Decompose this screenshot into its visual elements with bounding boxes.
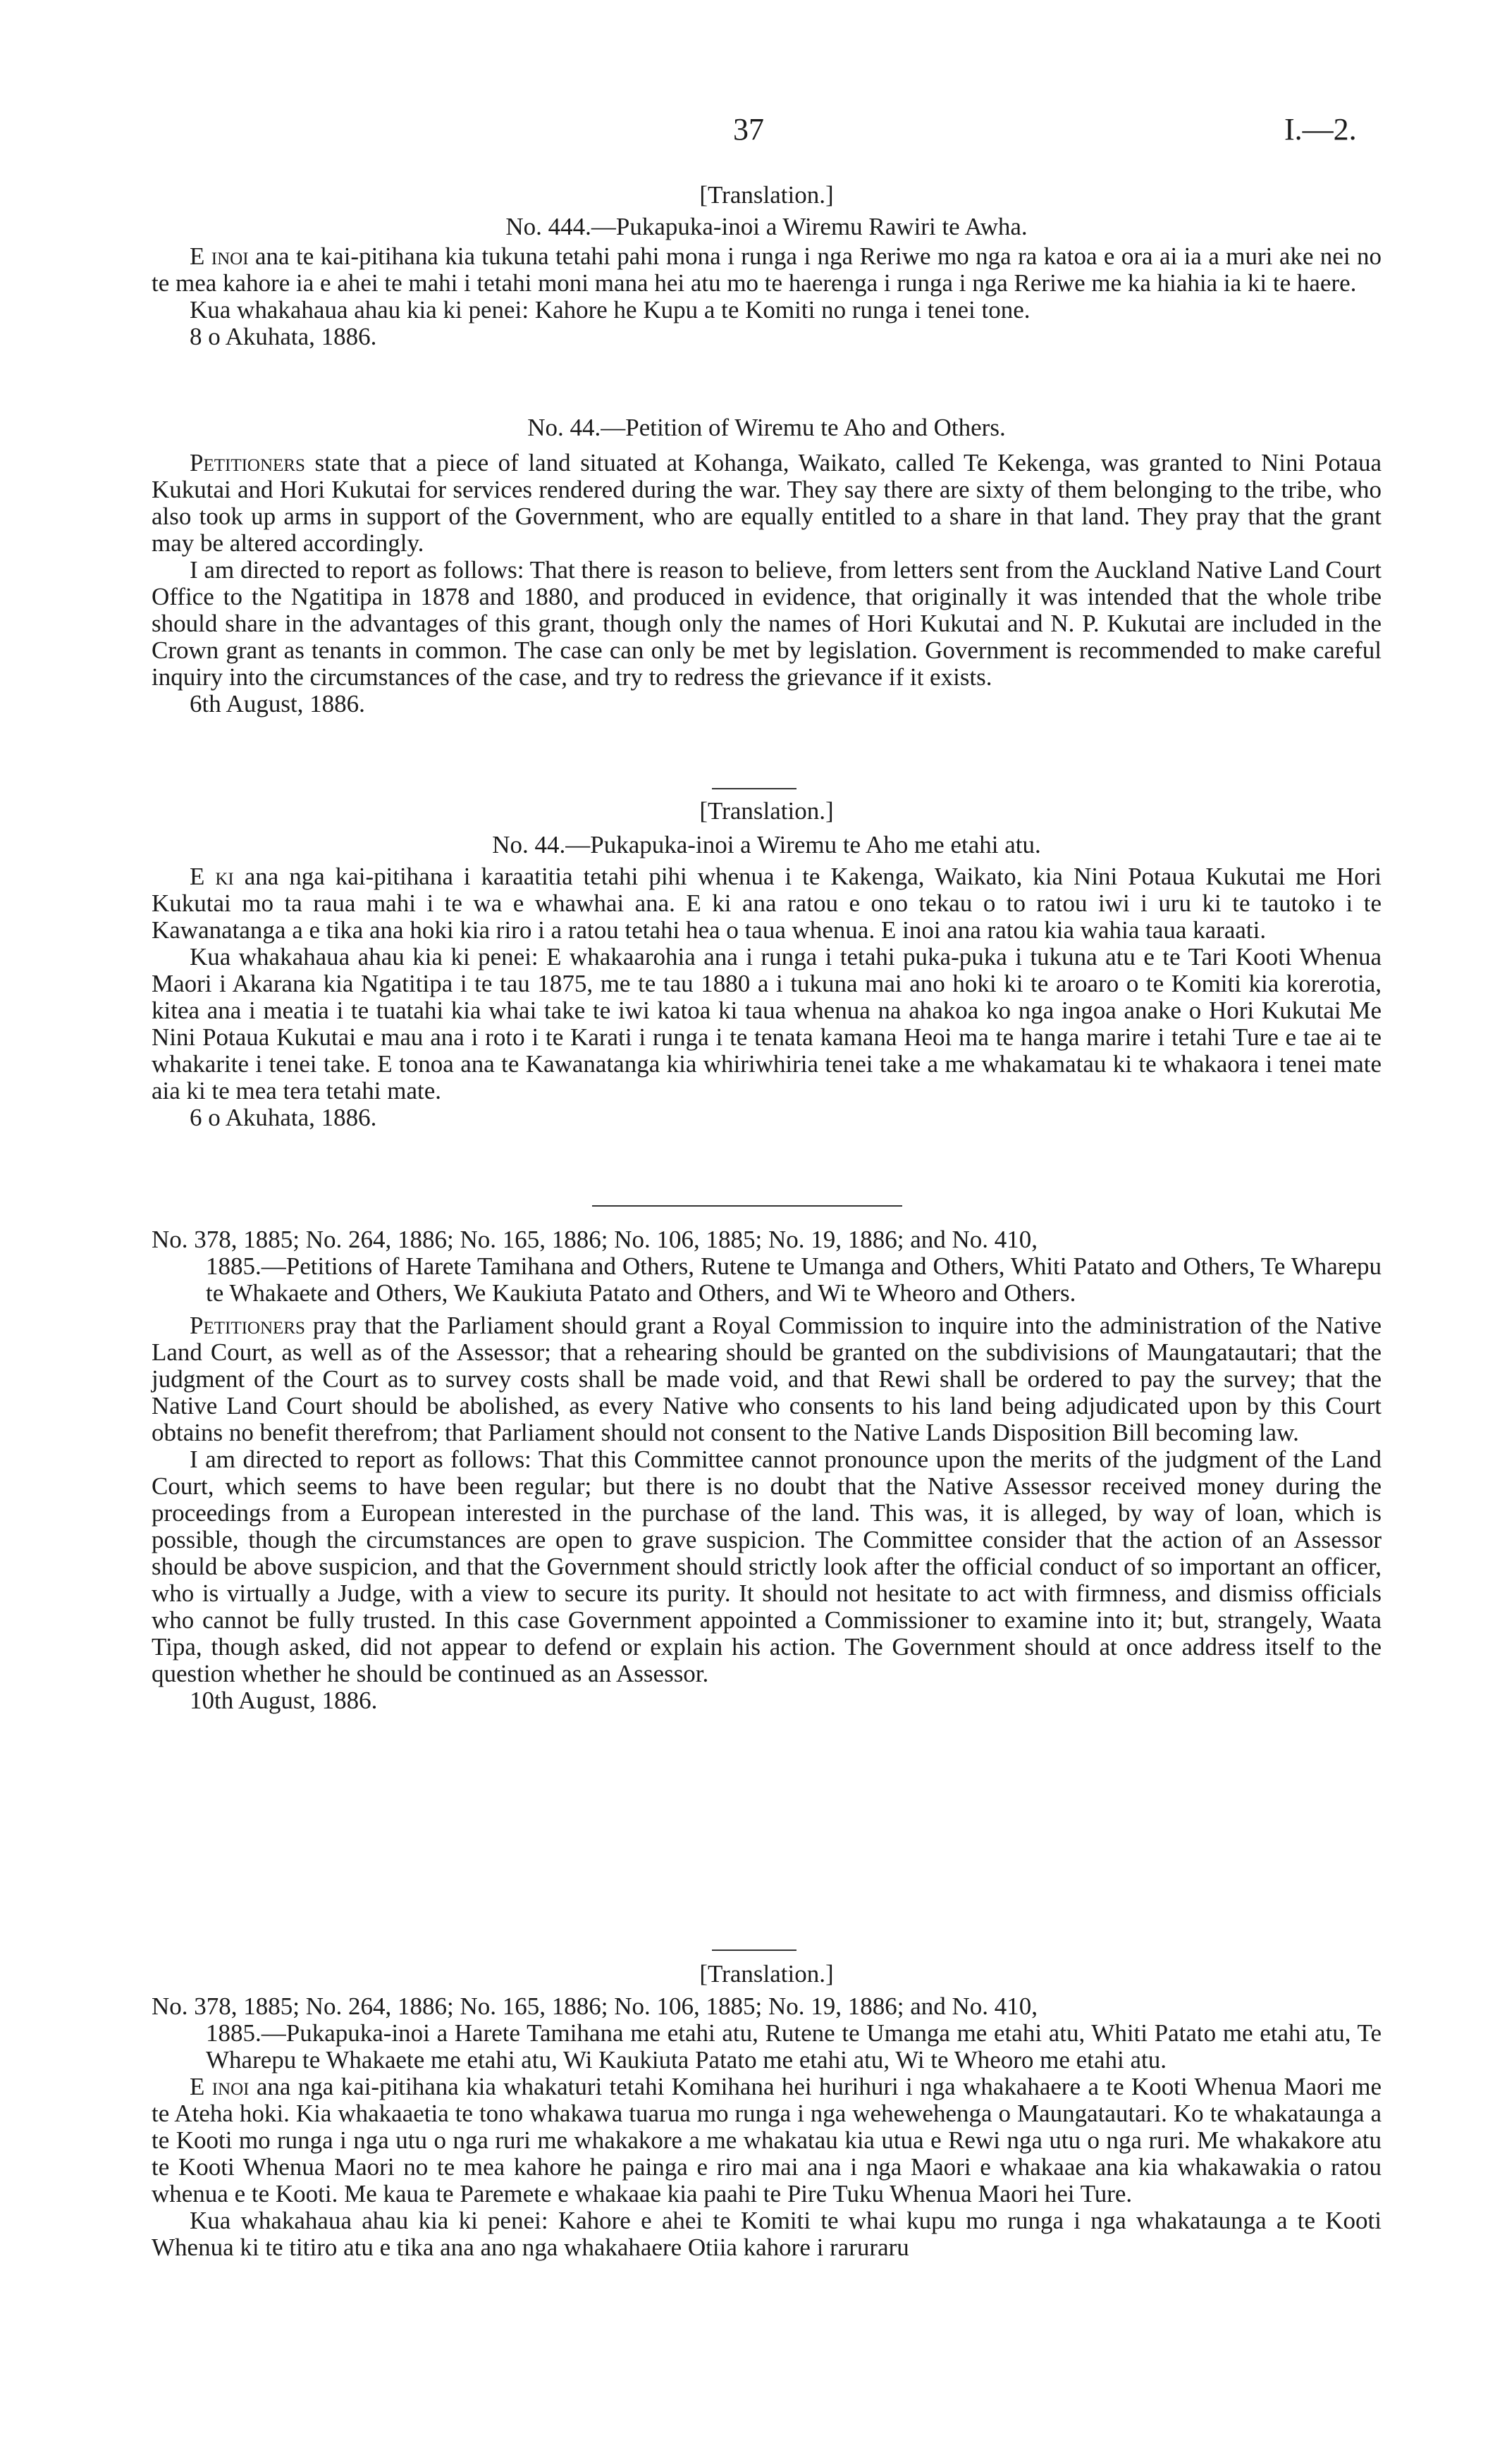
report-text: Kua whakahaua ahau kia ki penei: E whakaarohia ana i runga i tetahi puka-puka i tukuna atu e te Tari Kooti Whenua Maori i Akarana kia Ngatitipa i te tau 1875, me te tau 1880 a i tukuna mai ano hoki ki te aroaro o te Komiti kia korerotia, kitea ana i meatia i te tuatahi kia whai take te iwi katoa ki taua whenua na ahakoa ko nga ingoa anake o Hori Kukutai Me Nini Potaua Kukutai e mau ana i roto i te Karati i runga i te tenata kamana Heoi ma te hanga marire i tetahi Ture e tae ai te whakarite i tenei take. E tonoa ana te Kawanatanga kia whiriwhiria tenei take a me whakamatau ki te whakaora i tenei mate aia ki te mea tera tetahi mate. bbox=[152, 943, 1382, 1104]
section-body bbox=[152, 863, 1382, 1131]
document-reference: I.—2. bbox=[1284, 112, 1357, 147]
divider bbox=[712, 1949, 796, 1951]
date-line: 8 o Akuhata, 1886. bbox=[190, 323, 377, 350]
section-title: No. 44.—Petition of Wiremu te Aho and Others. bbox=[527, 414, 1006, 441]
section-body bbox=[152, 450, 1382, 717]
petition-text: pray that the Parliament should grant a Royal Commission to inquire into the administration of the Native Land Court, as well as of the Assessor; that a rehearing should be granted on the subdivisions of Maungatautari; that the judgment of the Court as to survey costs shall be made void, and that Rewi shall be ordered to pay the survey; that the Native Land Court should be abolished, as every Native who consents to his land being adjudicated upon by this Court obtains no benefit therefrom; that Parliament should not consent to the Native Lands Disposition Bill becoming law. bbox=[152, 1312, 1382, 1446]
report-text: I am directed to report as follows: That there is reason to believe, from letters sent from the Auckland Native Land Court Office to the Ngatitipa in 1878 and 1880, and produced in evidence, that originally it was intended that the whole tribe should share in the advantages of this grant, though only the names of Hori Kukutai and N. P. Kukutai are included in the Crown grant as tenants in common. The case can only be met by legislation. Government is recommended to make careful inquiry into the circumstances of the case, and try to redress the grievance if it exists. bbox=[152, 556, 1382, 691]
section-title: No. 378, 1885; No. 264, 1886; No. 165, 1886; No. 106, 1885; No. 19, 1886; and No. 410, bbox=[152, 1226, 1038, 1253]
section-title: No. 44.—Pukapuka-inoi a Wiremu te Aho me etahi atu. bbox=[492, 831, 1041, 858]
report-text: I am directed to report as follows: That this Committee cannot pronounce upon the merits of the judgment of the Land Court, which seems to have been regular; but there is no doubt that the Native Assessor received money during the proceedings from a European interested in the purchase of the land. This was, it is alleged, by way of loan, which is possible, though the circumstances are open to grave suspicion. The Committee consider that the action of an Assessor should be above suspicion, and that the Government should strictly look after the official conduct of so important an officer, who is virtually a Judge, with a view to secure its purity. It should not hesitate to act with firmness, and dismiss officials who cannot be fully trusted. In this case Government appointed a Commissioner to examine into it; but, strangely, Waata Tipa, though asked, did not appear to defend or explain his action. The Government should at once address itself to the question whether he should be continued as an Assessor. bbox=[152, 1446, 1382, 1687]
petition-text: state that a piece of land situated at Kohanga, Waikato, called Te Kekenga, was granted to Nini Potaua Kukutai and Hori Kukutai for services rendered during the war. They say there are sixty of them belonging to the tribe, who also took up arms in support of the Government, who are equally entitled to a share in that land. They pray that the grant may be altered accordingly. bbox=[152, 449, 1382, 557]
date-line: 6 o Akuhata, 1886. bbox=[190, 1104, 377, 1131]
lead-words: E inoi bbox=[190, 2073, 250, 2100]
petition-text: ana nga kai-pitihana kia whakaturi tetahi Komihana hei hurihuri i nga whakahaere a te Kooti Whenua Maori me te Ateha hoki. Kia whakaaetia te tono whakawa tuarua mo runga i nga wehewehenga o Maungatautari. Ko te whakataunga a te Kooti mo runga i nga utu o nga ruri me whakakore a me whakatau kia utua e Rewi nga utu o nga ruri. Me whakakore atu te Kooti Whenua Maori no te mea kahore he painga e riro mai ana i nga Maori e whakaae ana kia whakawakia o ratou whenua e te Kooti. Me kaua te Paremete e whakaae kia paahi te Pire Tuku Whenua Maori hei Ture. bbox=[152, 2073, 1382, 2207]
report-text: Kua whakahaua ahau kia ki penei: Kahore he Kupu a te Komiti no runga i tenei tone. bbox=[190, 296, 1031, 324]
section-title-continued: 1885.—Petitions of Harete Tamihana and Others, Rutene te Umanga and Others, Whiti Patato and Others, Te Wharepu te Whakaete and Others, We Kaukiuta Patato and Others, and Wi te Wheoro and Others. bbox=[206, 1252, 1382, 1307]
date-line: 6th August, 1886. bbox=[190, 690, 365, 717]
translation-label: [Translation.] bbox=[699, 1960, 834, 1988]
section-body bbox=[152, 1993, 1382, 2261]
section-body bbox=[152, 243, 1382, 350]
translation-label: [Translation.] bbox=[699, 797, 834, 825]
divider bbox=[592, 1205, 902, 1207]
page-number: 37 bbox=[733, 112, 764, 147]
lead-words: Petitioners bbox=[190, 1312, 305, 1339]
divider bbox=[712, 788, 796, 789]
translation-label: [Translation.] bbox=[699, 181, 834, 209]
section-title-continued: 1885.—Pukapuka-inoi a Harete Tamihana me etahi atu, Rutene te Umanga me etahi atu, Whiti Patato me etahi atu, Te Wharepu te Whakaete me etahi atu, Wi Kaukiuta Patato me etahi atu, Wi te Wheoro me etahi atu. bbox=[206, 2019, 1382, 2074]
section-title: No. 378, 1885; No. 264, 1886; No. 165, 1886; No. 106, 1885; No. 19, 1886; and No. 410, bbox=[152, 1992, 1038, 2020]
section-title: No. 444.—Pukapuka-inoi a Wiremu Rawiri te Awha. bbox=[505, 213, 1028, 240]
date-line: 10th August, 1886. bbox=[190, 1687, 378, 1714]
lead-words: E ki bbox=[190, 863, 234, 890]
section-body bbox=[152, 1226, 1382, 1714]
petition-text: ana te kai-pitihana kia tukuna tetahi pahi mona i runga i nga Reriwe mo nga ra katoa e ora ai ia a muri ake nei no te mea kahore ia e ahei te mahi i tetahi moni mana hei atu mo te haerenga i runga i nga Reriwe me ka hiahia ia ki te haere. bbox=[152, 242, 1382, 297]
report-text: Kua whakahaua ahau kia ki penei: Kahore e ahei te Komiti te whai kupu mo runga i nga whakataunga a te Kooti Whenua ki te titiro atu e tika ana ano nga whakahaere Otiia kahore i raruraru bbox=[152, 2207, 1382, 2261]
lead-words: Petitioners bbox=[190, 449, 305, 476]
petition-text: ana nga kai-pitihana i karaatitia tetahi pihi whenua i te Kakenga, Waikato, kia Nini Potaua Kukutai me Hori Kukutai mo ta raua mahi i te wa e whawhai ana. E ki ana ratou e ono tekau o to ratou iwi i uru ki te tautoko i te Kawanatanga a e tika ana hoki kia riro i a ratou tetahi hea o taua whenua. E inoi ana ratou kia wahia taua karaati. bbox=[152, 863, 1382, 944]
lead-words: E inoi bbox=[190, 242, 249, 270]
